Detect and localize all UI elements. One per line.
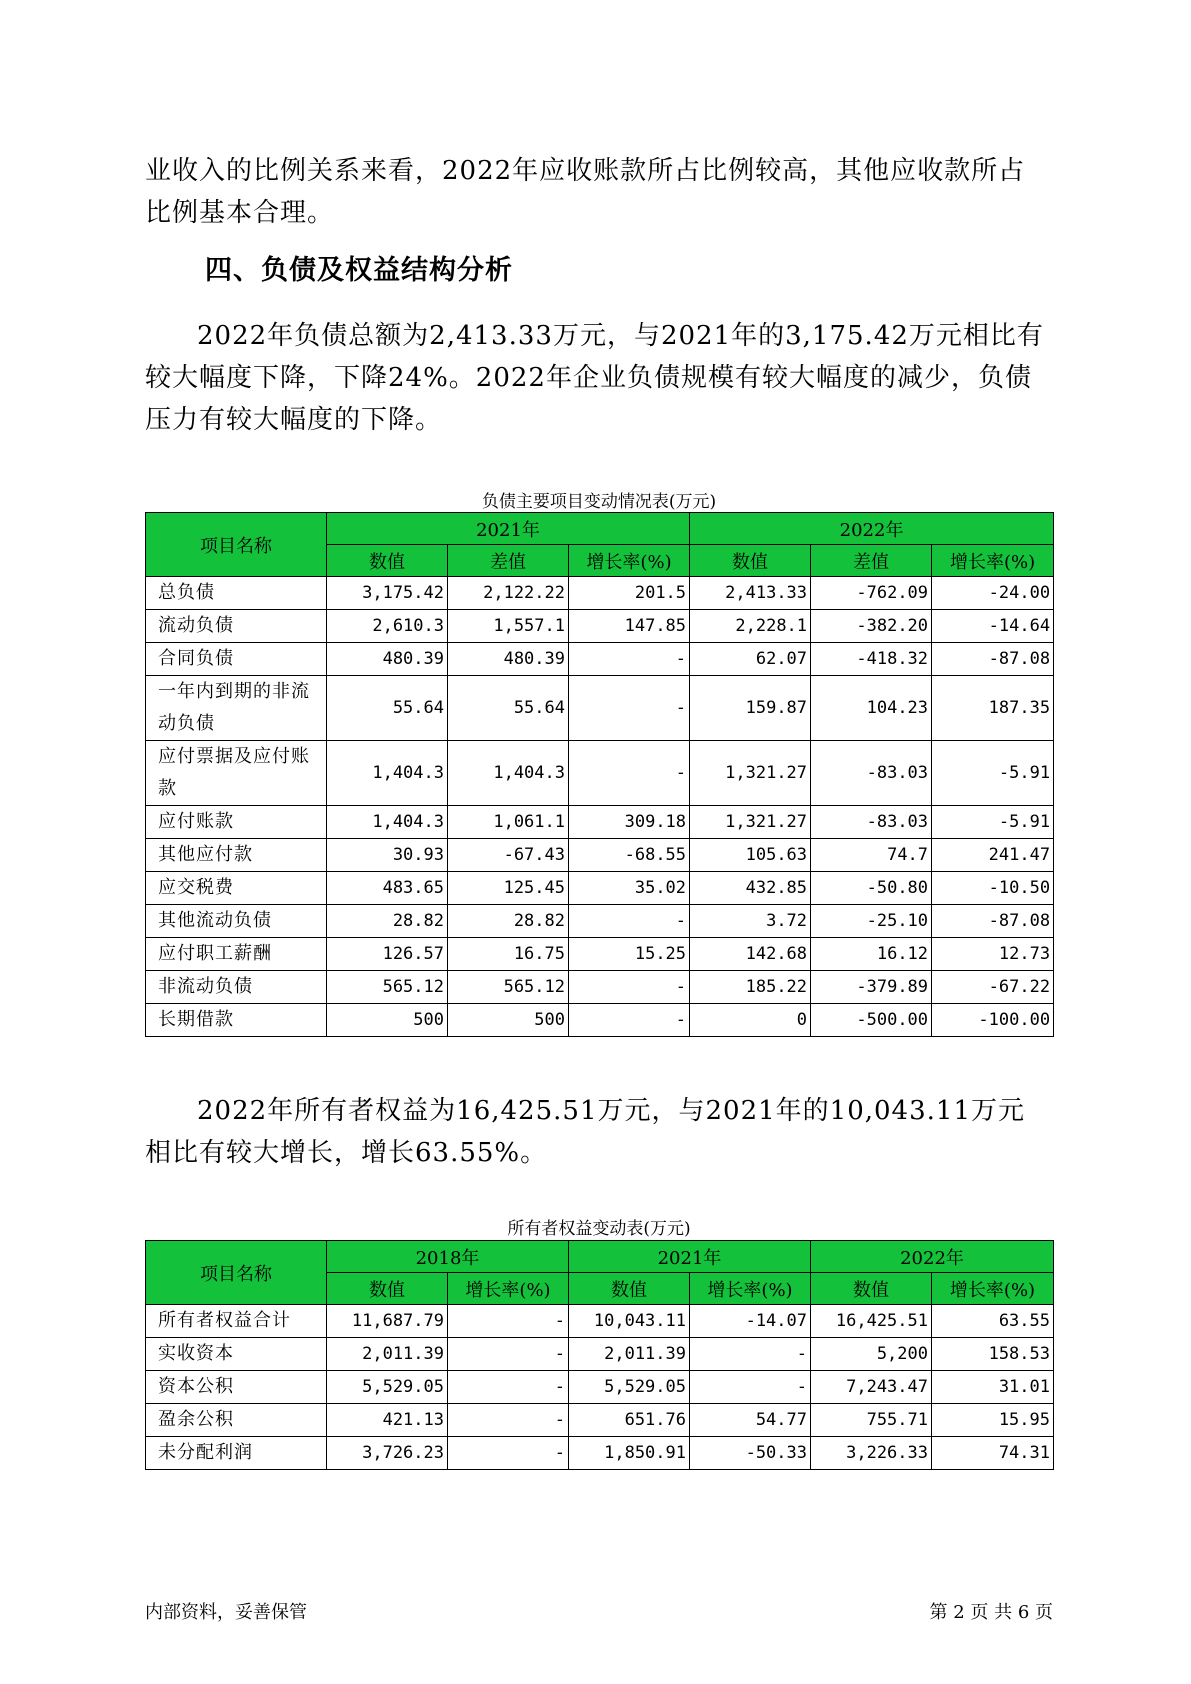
row-label: 盈余公积 xyxy=(146,1404,327,1437)
cell-value: 3,726.23 xyxy=(327,1437,448,1470)
row-label: 实收资本 xyxy=(146,1338,327,1371)
table-row xyxy=(146,839,1054,872)
header-value: 数值 xyxy=(327,545,448,577)
row-label: 应付账款 xyxy=(146,806,327,839)
cell-value: 241.47 xyxy=(932,839,1054,872)
cell-value: - xyxy=(569,905,690,938)
cell-value: 1,321.27 xyxy=(690,806,811,839)
row-label: 资本公积 xyxy=(146,1371,327,1404)
cell-value: 62.07 xyxy=(690,643,811,676)
cell-value: 54.77 xyxy=(690,1404,811,1437)
cell-value: 500 xyxy=(448,1004,569,1037)
cell-value: 16,425.51 xyxy=(811,1305,932,1338)
cell-value: 3.72 xyxy=(690,905,811,938)
cell-value: - xyxy=(448,1371,569,1404)
table-row xyxy=(146,1404,1054,1437)
row-label: 其他应付款 xyxy=(146,839,327,872)
cell-value: -83.03 xyxy=(811,806,932,839)
cell-value: 159.87 xyxy=(690,676,811,741)
header-year-2021: 2021年 xyxy=(327,513,690,545)
row-label: 所有者权益合计 xyxy=(146,1305,327,1338)
cell-value: -762.09 xyxy=(811,577,932,610)
header-value: 数值 xyxy=(569,1273,690,1305)
cell-value: 2,011.39 xyxy=(327,1338,448,1371)
cell-value: -67.43 xyxy=(448,839,569,872)
cell-value: 185.22 xyxy=(690,971,811,1004)
cell-value: 158.53 xyxy=(932,1338,1054,1371)
row-label: 长期借款 xyxy=(146,1004,327,1037)
cell-value: 480.39 xyxy=(448,643,569,676)
liabilities-table xyxy=(145,512,1054,1037)
table-row xyxy=(146,1305,1054,1338)
cell-value: -5.91 xyxy=(932,806,1054,839)
cell-value: 2,228.1 xyxy=(690,610,811,643)
table-row xyxy=(146,1004,1054,1037)
cell-value: 5,529.05 xyxy=(569,1371,690,1404)
cell-value: - xyxy=(690,1338,811,1371)
cell-value: -87.08 xyxy=(932,643,1054,676)
cell-value: - xyxy=(690,1371,811,1404)
row-label: 合同负债 xyxy=(146,643,327,676)
cell-value: 30.93 xyxy=(327,839,448,872)
cell-value: -83.03 xyxy=(811,741,932,806)
cell-value: 7,243.47 xyxy=(811,1371,932,1404)
cell-value: - xyxy=(569,971,690,1004)
cell-value: - xyxy=(569,1004,690,1037)
table-row xyxy=(146,872,1054,905)
cell-value: 1,404.3 xyxy=(448,741,569,806)
header-diff: 差值 xyxy=(811,545,932,577)
cell-value: 105.63 xyxy=(690,839,811,872)
cell-value: -14.64 xyxy=(932,610,1054,643)
cell-value: 483.65 xyxy=(327,872,448,905)
cell-value: 2,610.3 xyxy=(327,610,448,643)
table-row xyxy=(146,971,1054,1004)
header-rate: 增长率(%) xyxy=(448,1273,569,1305)
header-value: 数值 xyxy=(690,545,811,577)
cell-value: 565.12 xyxy=(327,971,448,1004)
cell-value: - xyxy=(448,1305,569,1338)
paragraph-equity: 2022年所有者权益为16,425.51万元，与2021年的10,043.11万元相比有较大增长，增长63.55%。 xyxy=(145,1096,1025,1168)
cell-value: 126.57 xyxy=(327,938,448,971)
paragraph-line: 比例基本合理。 xyxy=(145,198,335,228)
cell-value: 309.18 xyxy=(569,806,690,839)
cell-value: - xyxy=(448,1338,569,1371)
cell-value: 755.71 xyxy=(811,1404,932,1437)
row-label: 应付职工薪酬 xyxy=(146,938,327,971)
table1-caption: 负债主要项目变动情况表(万元) xyxy=(481,492,717,512)
row-label: 应付票据及应付账款 xyxy=(146,741,327,806)
header-rate: 增长率(%) xyxy=(569,545,690,577)
row-label: 一年内到期的非流动负债 xyxy=(146,676,327,741)
row-label: 其他流动负债 xyxy=(146,905,327,938)
cell-value: 11,687.79 xyxy=(327,1305,448,1338)
cell-value: 432.85 xyxy=(690,872,811,905)
cell-value: 1,061.1 xyxy=(448,806,569,839)
cell-value: 5,200 xyxy=(811,1338,932,1371)
cell-value: -14.07 xyxy=(690,1305,811,1338)
cell-value: 74.31 xyxy=(932,1437,1054,1470)
equity-table xyxy=(145,1240,1054,1470)
cell-value: 0 xyxy=(690,1004,811,1037)
cell-value: 1,404.3 xyxy=(327,741,448,806)
cell-value: -50.33 xyxy=(690,1437,811,1470)
cell-value: 201.5 xyxy=(569,577,690,610)
cell-value: 1,850.91 xyxy=(569,1437,690,1470)
cell-value: 12.73 xyxy=(932,938,1054,971)
table2-caption: 所有者权益变动表(万元) xyxy=(507,1219,691,1239)
row-label: 未分配利润 xyxy=(146,1437,327,1470)
cell-value: 421.13 xyxy=(327,1404,448,1437)
table-row xyxy=(146,1338,1054,1371)
cell-value: 28.82 xyxy=(448,905,569,938)
section-heading: 四、负债及权益结构分析 xyxy=(205,255,513,286)
cell-value: - xyxy=(569,741,690,806)
header-year-2021: 2021年 xyxy=(569,1241,811,1273)
cell-value: -10.50 xyxy=(932,872,1054,905)
table-row xyxy=(146,577,1054,610)
cell-value: -100.00 xyxy=(932,1004,1054,1037)
header-diff: 差值 xyxy=(448,545,569,577)
table-row xyxy=(146,643,1054,676)
cell-value: -418.32 xyxy=(811,643,932,676)
cell-value: - xyxy=(448,1404,569,1437)
cell-value: 125.45 xyxy=(448,872,569,905)
cell-value: 15.25 xyxy=(569,938,690,971)
header-item-name: 项目名称 xyxy=(146,1241,327,1305)
cell-value: - xyxy=(569,643,690,676)
paragraph-liabilities: 2022年负债总额为2,413.33万元，与2021年的3,175.42万元相比有较大幅度下降，下降24%。2022年企业负债规模有较大幅度的减少，负债压力有较大幅度的下降。 xyxy=(145,321,1044,435)
cell-value: -67.22 xyxy=(932,971,1054,1004)
cell-value: 2,413.33 xyxy=(690,577,811,610)
cell-value: 3,175.42 xyxy=(327,577,448,610)
cell-value: 55.64 xyxy=(327,676,448,741)
cell-value: 16.12 xyxy=(811,938,932,971)
table-row xyxy=(146,938,1054,971)
cell-value: 5,529.05 xyxy=(327,1371,448,1404)
paragraph-line: 业收入的比例关系来看，2022年应收账款所占比例较高，其他应收款所占 xyxy=(145,156,1026,186)
table-row xyxy=(146,1371,1054,1404)
cell-value: -5.91 xyxy=(932,741,1054,806)
cell-value: 31.01 xyxy=(932,1371,1054,1404)
cell-value: 565.12 xyxy=(448,971,569,1004)
footer-confidential: 内部资料，妥善保管 xyxy=(145,1602,307,1623)
header-item-name: 项目名称 xyxy=(146,513,327,577)
table-row xyxy=(146,905,1054,938)
cell-value: -24.00 xyxy=(932,577,1054,610)
cell-value: 15.95 xyxy=(932,1404,1054,1437)
row-label: 总负债 xyxy=(146,577,327,610)
cell-value: 63.55 xyxy=(932,1305,1054,1338)
cell-value: 1,404.3 xyxy=(327,806,448,839)
table-row xyxy=(146,1437,1054,1470)
cell-value: 2,122.22 xyxy=(448,577,569,610)
header-value: 数值 xyxy=(327,1273,448,1305)
header-rate: 增长率(%) xyxy=(932,1273,1054,1305)
cell-value: 142.68 xyxy=(690,938,811,971)
cell-value: 74.7 xyxy=(811,839,932,872)
cell-value: - xyxy=(448,1437,569,1470)
header-year-2022: 2022年 xyxy=(690,513,1054,545)
cell-value: -382.20 xyxy=(811,610,932,643)
cell-value: 16.75 xyxy=(448,938,569,971)
cell-value: 2,011.39 xyxy=(569,1338,690,1371)
cell-value: 10,043.11 xyxy=(569,1305,690,1338)
cell-value: - xyxy=(569,676,690,741)
cell-value: 651.76 xyxy=(569,1404,690,1437)
cell-value: 500 xyxy=(327,1004,448,1037)
cell-value: -379.89 xyxy=(811,971,932,1004)
cell-value: -50.80 xyxy=(811,872,932,905)
cell-value: 104.23 xyxy=(811,676,932,741)
header-rate: 增长率(%) xyxy=(690,1273,811,1305)
cell-value: -25.10 xyxy=(811,905,932,938)
row-label: 应交税费 xyxy=(146,872,327,905)
table-row xyxy=(146,676,1054,741)
table-row xyxy=(146,806,1054,839)
cell-value: -87.08 xyxy=(932,905,1054,938)
cell-value: 28.82 xyxy=(327,905,448,938)
table-row xyxy=(146,610,1054,643)
row-label: 非流动负债 xyxy=(146,971,327,1004)
header-year-2022: 2022年 xyxy=(811,1241,1054,1273)
cell-value: 480.39 xyxy=(327,643,448,676)
cell-value: 55.64 xyxy=(448,676,569,741)
cell-value: 147.85 xyxy=(569,610,690,643)
table-row xyxy=(146,741,1054,806)
cell-value: 3,226.33 xyxy=(811,1437,932,1470)
cell-value: 35.02 xyxy=(569,872,690,905)
cell-value: -500.00 xyxy=(811,1004,932,1037)
footer-page-number: 第 2 页 共 6 页 xyxy=(929,1602,1053,1623)
cell-value: 1,321.27 xyxy=(690,741,811,806)
row-label: 流动负债 xyxy=(146,610,327,643)
header-year-2018: 2018年 xyxy=(327,1241,569,1273)
cell-value: 1,557.1 xyxy=(448,610,569,643)
cell-value: 187.35 xyxy=(932,676,1054,741)
cell-value: -68.55 xyxy=(569,839,690,872)
header-value: 数值 xyxy=(811,1273,932,1305)
header-rate: 增长率(%) xyxy=(932,545,1054,577)
